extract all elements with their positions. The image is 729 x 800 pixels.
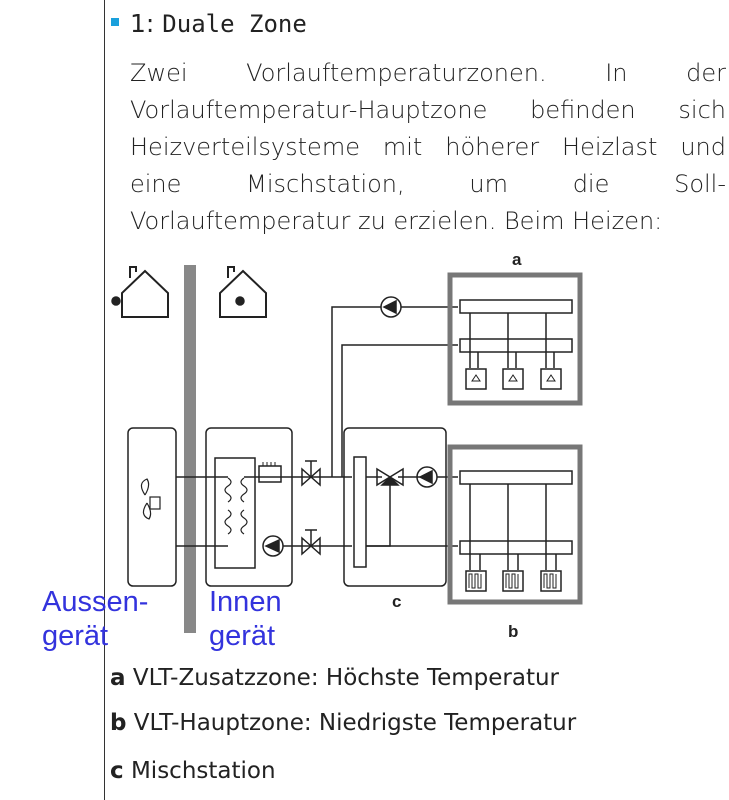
section-title: Duale Zone xyxy=(162,10,307,38)
paragraph-line: Heizverteilsysteme mit höherer Heizlast und xyxy=(130,133,726,161)
paragraph-line: Zwei Vorlauftemperaturzonen. In der xyxy=(130,59,726,87)
legend-item-b xyxy=(110,710,576,736)
mixing-station xyxy=(344,428,458,586)
description-paragraph xyxy=(130,55,726,240)
indoor-unit-label-1: Innen xyxy=(209,586,282,618)
indoor-unit xyxy=(206,428,292,586)
outdoor-unit xyxy=(128,428,176,586)
paragraph-line: Vorlauftemperatur-Hauptzone befinden sich xyxy=(130,96,726,124)
outdoor-unit-label-1: Aussen- xyxy=(42,586,149,618)
dual-zone-diagram xyxy=(0,245,729,665)
list-bullet xyxy=(111,18,119,26)
legend-text: Mischstation xyxy=(130,758,276,784)
paragraph-line: Vorlauftemperatur zu erzielen. Beim Heizen: xyxy=(130,207,663,235)
label-c: c xyxy=(392,592,402,611)
shutoff-valve-top xyxy=(302,461,320,485)
indoor-house-icon xyxy=(220,267,266,317)
outdoor-unit-label-2: gerät xyxy=(42,620,109,652)
zone-b xyxy=(450,447,580,602)
section-heading xyxy=(130,6,307,42)
wall xyxy=(184,265,196,633)
pump-zone-a xyxy=(381,297,401,317)
legend-key: a xyxy=(110,665,126,691)
legend-item-c xyxy=(110,758,276,784)
legend-key: c xyxy=(110,758,124,784)
legend-text: VLT-Zusatzzone: Höchste Temperatur xyxy=(132,665,559,691)
section-number: 1: xyxy=(130,9,155,38)
legend-item-a xyxy=(110,665,559,691)
legend-text: VLT-Hauptzone: Niedrigste Temperatur xyxy=(133,710,577,736)
indoor-unit-label-2: gerät xyxy=(209,620,276,652)
outdoor-house-icon xyxy=(112,267,168,317)
zone-a xyxy=(450,275,580,403)
label-a: a xyxy=(512,250,522,269)
label-b: b xyxy=(508,622,519,641)
legend-key: b xyxy=(110,710,127,736)
paragraph-line: eine Mischstation, um die Soll- xyxy=(130,170,726,198)
shutoff-valve-bottom xyxy=(302,530,320,554)
